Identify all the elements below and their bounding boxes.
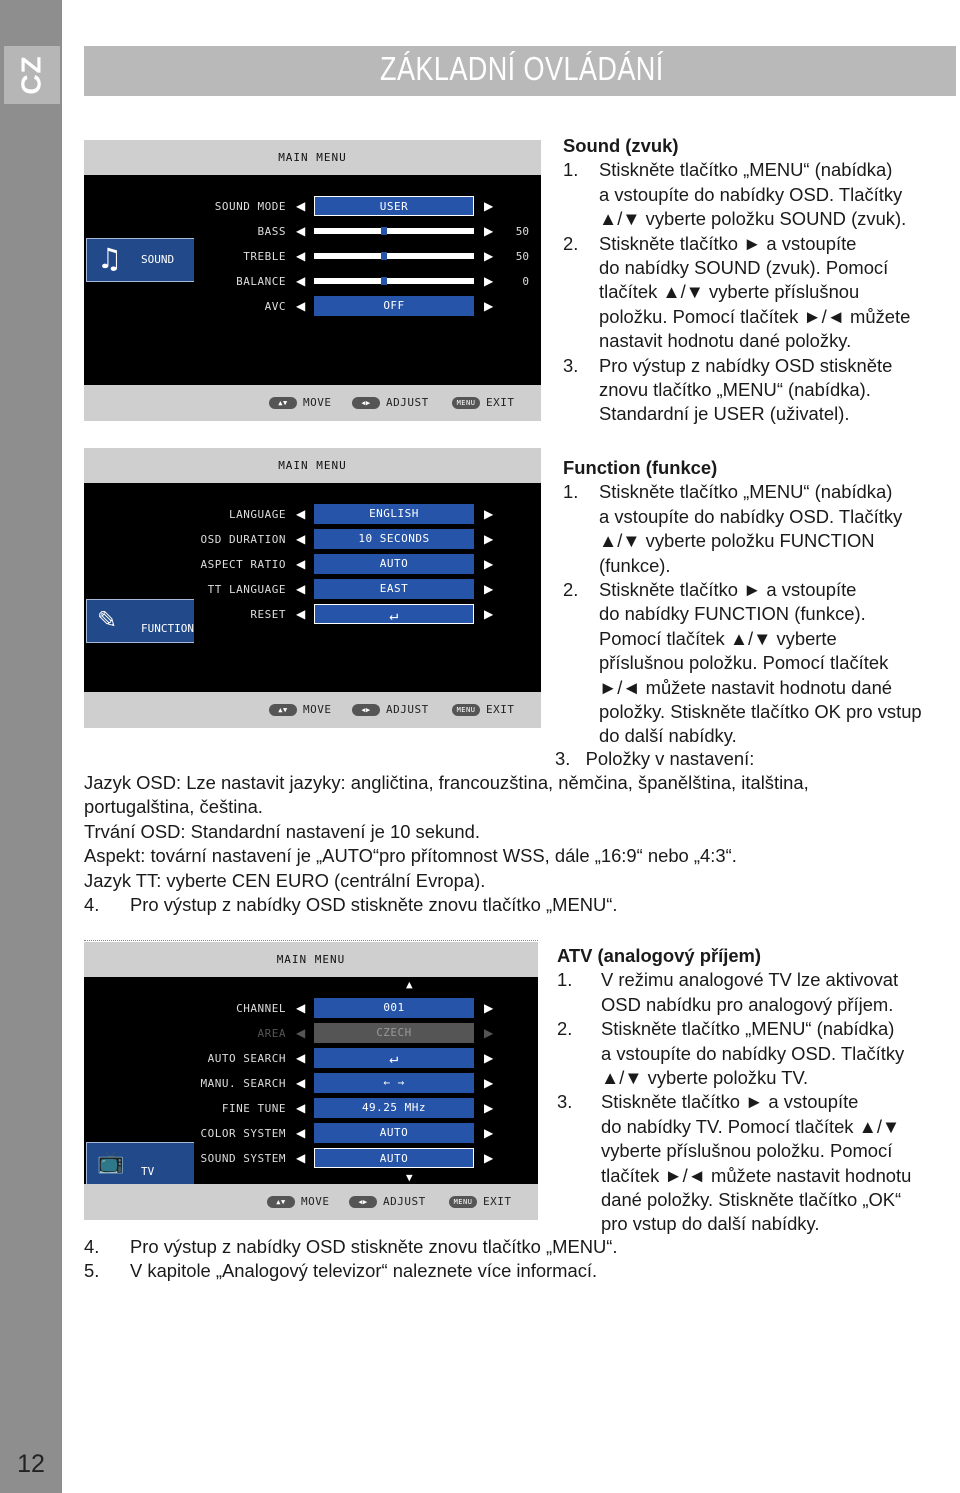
list-item: 4. Pro výstup z nabídky OSD stiskněte znovu tlačítko „MENU“.	[84, 1236, 618, 1257]
arrow-right-icon: ▶	[484, 1001, 494, 1015]
dotted-divider	[84, 940, 538, 941]
arrow-left-icon: ◀	[296, 199, 306, 213]
arrow-right-icon: ▶	[484, 1026, 494, 1040]
osd-row: BALANCE ◀ ▶ 0	[236, 274, 529, 288]
osd-row: OSD DURATION ◀ 10 SECONDS ▶	[194, 529, 541, 549]
scroll-up-icon: ▲	[406, 978, 413, 991]
arrow-right-icon: ▶	[484, 274, 494, 288]
slider-knob	[381, 252, 387, 260]
osd-menu-title: MAIN MENU	[84, 140, 541, 175]
page-title: ZÁKLADNÍ OVLÁDÁNÍ	[380, 50, 664, 87]
menu-key-icon: MENU	[452, 704, 480, 716]
osd-items	[194, 175, 541, 385]
language-tab	[4, 46, 60, 104]
music-note-icon: ♫	[97, 242, 123, 275]
osd-sound-screenshot	[84, 140, 541, 421]
section-heading: ATV (analogový příjem)	[557, 945, 762, 966]
osd-row: SOUND SYSTEM ◀ AUTO ▶	[194, 1148, 538, 1168]
list-item: 2. Stiskněte tlačítko „MENU“ (nabídka) a vstoupíte do nabídky OSD. Tlačítky ▲/▼ vyberte položku TV.	[557, 1018, 905, 1089]
list-item: 1. Stiskněte tlačítko „MENU“ (nabídka) a vstoupíte do nabídky OSD. Tlačítky ▲/▼ vyberte položku SOUND (zvuk).	[563, 159, 907, 230]
slider-knob	[381, 277, 387, 285]
arrow-right-icon: ▶	[484, 607, 494, 621]
slider-track	[314, 228, 474, 234]
slider-knob	[381, 227, 387, 235]
list-item: 2. Stiskněte tlačítko ► a vstoupíte do nabídky SOUND (zvuk). Pomocí tlačítek ▲/▼ vyberte příslušnou položku. Pomocí tlačítek ►/◄ můžete nastavit hodnotu dané položky.	[563, 232, 911, 352]
osd-footer: ▲▼ MOVE ◀▶ ADJUST MENU EXIT	[84, 1184, 538, 1220]
arrow-right-icon: ▶	[484, 1101, 494, 1115]
osd-footer: ▲▼ MOVE ◀▶ ADJUST MENU EXIT	[84, 385, 541, 421]
arrow-left-icon: ◀	[296, 557, 306, 571]
list-item: 5. V kapitole „Analogový televizor“ naleznete více informací.	[84, 1260, 598, 1282]
arrow-right-icon: ▶	[484, 582, 494, 596]
arrow-left-icon: ◀	[296, 1151, 306, 1165]
arrow-left-icon: ◀	[296, 1001, 306, 1015]
list-item: 4. Pro výstup z nabídky OSD stiskněte znovu tlačítko „MENU“.	[84, 894, 618, 916]
menu-key-icon: MENU	[449, 1196, 477, 1208]
arrow-left-icon: ◀	[296, 582, 306, 596]
leftright-key-icon: ◀▶	[349, 1196, 377, 1208]
updown-key-icon: ▲▼	[267, 1196, 295, 1208]
arrow-left-icon: ◀	[296, 1076, 306, 1090]
osd-tab-tv: 📺 TV	[86, 1142, 212, 1186]
arrow-left-icon: ◀	[296, 1051, 306, 1065]
arrow-left-icon: ◀	[296, 224, 306, 238]
updown-key-icon: ▲▼	[269, 704, 297, 716]
language-code: CZ	[15, 55, 47, 95]
arrow-left-icon: ◀	[296, 1026, 306, 1040]
osd-row: AREA ◀ CZECH ▶	[194, 1023, 538, 1043]
osd-row: CHANNEL ◀ 001 ▶	[194, 998, 538, 1018]
tv-icon: 📺	[97, 1150, 125, 1175]
function-item-3: 3. Položky v nastavení:	[555, 748, 755, 769]
section-heading: Function (funkce)	[563, 457, 718, 478]
scroll-down-icon: ▼	[406, 1171, 413, 1184]
page-number: 12	[17, 1450, 45, 1478]
osd-items	[194, 483, 541, 692]
osd-footer: ▲▼ MOVE ◀▶ ADJUST MENU EXIT	[84, 692, 541, 728]
osd-tab-function: ✎ FUNCTION	[86, 599, 212, 643]
leftright-key-icon: ◀▶	[352, 397, 380, 409]
list-item: 3. Stiskněte tlačítko ► a vstoupíte do nabídky TV. Pomocí tlačítek ▲/▼ vyberte příslušnou položku. Pomocí tlačítek ►/◄ můžete nastavit hodnotu dané položky. Stiskněte tlačítko „OK“ pro vstup do další nabídky.	[557, 1091, 912, 1235]
leftright-key-icon: ◀▶	[352, 704, 380, 716]
osd-row: LANGUAGE ◀ ENGLISH ▶	[194, 504, 541, 524]
enter-icon: ↵	[314, 604, 474, 624]
list-item: 2. Stiskněte tlačítko ► a vstoupíte do nabídky FUNCTION (funkce). Pomocí tlačítek ▲/▼ vyberte příslušnou položku. Pomocí tlačítek ►/◄ můžete nastavit hodnotu dané položky. Stiskněte tlačítko OK pro vstup do další nabídky.	[563, 579, 922, 747]
function-settings-paragraph: Jazyk OSD: Lze nastavit jazyky: angličtina, francouzština, němčina, španělština, italština, portugalština, čeština. Trvání OSD: Standardní nastavení je 10 sekund. Aspekt: tovární nastavení je „AUTO“pro přítomnost WSS, dále „16:9“ nebo „4:3“. Jazyk TT: vyberte CEN EURO (centrální Evropa). 4. Pro výstup z nabídky OSD stiskněte znovu tlačítko „MENU“.	[84, 771, 954, 917]
atv-section	[557, 944, 957, 1237]
osd-tab-sound: ♫ SOUND	[86, 238, 212, 282]
arrow-left-icon: ◀	[296, 1126, 306, 1140]
slider-track	[314, 278, 474, 284]
updown-key-icon: ▲▼	[269, 397, 297, 409]
osd-row: RESET ◀ ↵ ▶	[250, 606, 494, 624]
arrow-right-icon: ▶	[484, 1076, 494, 1090]
list-item: 1. V režimu analogové TV lze aktivovat OSD nabídku pro analogový příjem.	[557, 969, 899, 1015]
function-section	[563, 456, 958, 749]
arrow-left-icon: ◀	[296, 507, 306, 521]
arrow-right-icon: ▶	[484, 299, 494, 313]
arrow-left-icon: ◀	[296, 249, 306, 263]
osd-row: TREBLE ◀ ▶ 50	[243, 249, 529, 263]
osd-menu-title: MAIN MENU	[84, 448, 541, 483]
arrow-right-icon: ▶	[484, 1051, 494, 1065]
wrench-icon: ✎	[97, 606, 118, 634]
arrow-right-icon: ▶	[484, 532, 494, 546]
osd-tv-screenshot	[84, 942, 538, 1220]
arrow-left-icon: ◀	[296, 532, 306, 546]
arrow-left-icon: ◀	[296, 299, 306, 313]
enter-icon: ↵	[314, 1048, 474, 1068]
osd-row: ASPECT RATIO ◀ AUTO ▶	[194, 554, 541, 574]
osd-row: COLOR SYSTEM ◀ AUTO ▶	[194, 1123, 538, 1143]
arrow-left-icon: ◀	[296, 1101, 306, 1115]
list-item: 1. Stiskněte tlačítko „MENU“ (nabídka) a vstoupíte do nabídky OSD. Tlačítky ▲/▼ vyberte položku FUNCTION (funkce).	[563, 481, 903, 576]
arrow-right-icon: ▶	[484, 199, 494, 213]
osd-function-screenshot	[84, 448, 541, 728]
side-band	[0, 0, 62, 1493]
list-item: 3. Pro výstup z nabídky OSD stiskněte znovu tlačítko „MENU“ (nabídka). Standardní je USER (uživatel).	[563, 354, 893, 425]
osd-menu-title: MAIN MENU	[84, 942, 538, 977]
menu-key-icon: MENU	[452, 397, 480, 409]
osd-items	[194, 977, 538, 1184]
osd-row: MANU. SEARCH ◀ ← → ▶	[194, 1073, 538, 1093]
arrow-right-icon: ▶	[484, 1151, 494, 1165]
osd-row: FINE TUNE ◀ 49.25 MHz ▶	[194, 1098, 538, 1118]
osd-row: TT LANGUAGE ◀ EAST ▶	[194, 579, 541, 599]
arrow-right-icon: ▶	[484, 557, 494, 571]
arrow-right-icon: ▶	[484, 1126, 494, 1140]
sound-section	[563, 134, 953, 427]
arrow-right-icon: ▶	[484, 249, 494, 263]
arrow-right-icon: ▶	[484, 224, 494, 238]
slider-track	[314, 253, 474, 259]
osd-row: SOUND MODE ◀ USER ▶	[194, 196, 541, 216]
osd-row: BASS ◀ ▶ 50	[257, 224, 529, 238]
osd-row: AUTO SEARCH ◀ ↵ ▶	[207, 1049, 494, 1067]
arrow-left-icon: ◀	[296, 274, 306, 288]
osd-row: AVC ◀ OFF ▶	[194, 296, 541, 316]
arrow-right-icon: ▶	[484, 507, 494, 521]
arrow-left-icon: ◀	[296, 607, 306, 621]
atv-closing-items	[84, 1235, 954, 1284]
section-heading: Sound (zvuk)	[563, 135, 679, 156]
